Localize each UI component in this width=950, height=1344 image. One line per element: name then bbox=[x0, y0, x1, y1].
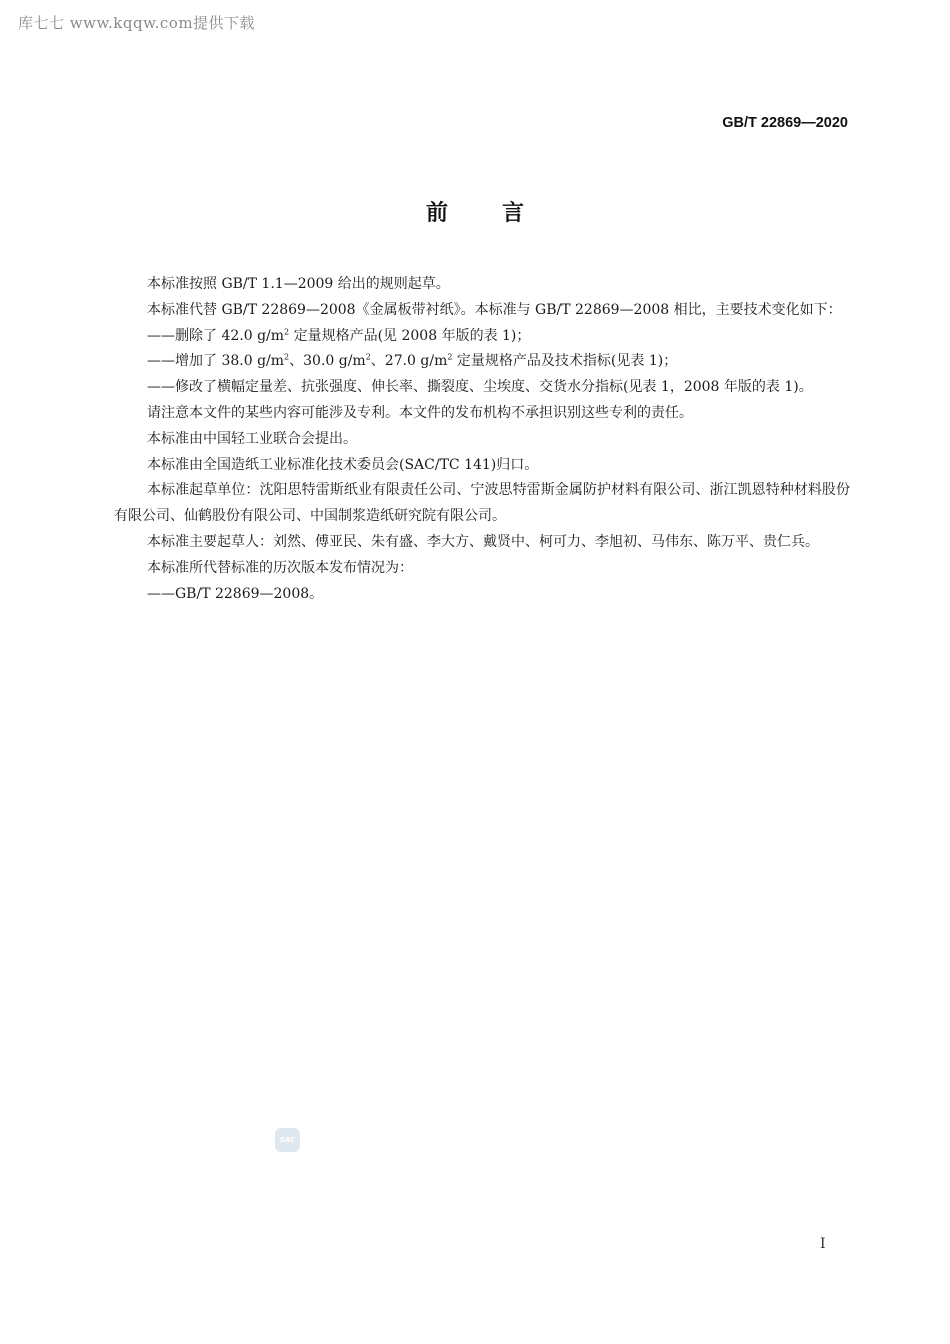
list-item-history: ——GB/T 22869—2008。 bbox=[147, 585, 324, 602]
watermark-text: 库七七 www.kqqw.com提供下载 bbox=[18, 14, 256, 32]
standard-number: GB/T 22869—2020 bbox=[722, 115, 848, 131]
list-item-modified: ——修改了横幅定量差、抗张强度、伸长率、撕裂度、尘埃度、交货水分指标(见表 1，2008 年版的表 1)。 bbox=[147, 379, 813, 396]
list-item-deleted: ——删除了 42.0 $g/m^2$ 定量规格产品(见 2008 年版的表 1)； bbox=[147, 326, 531, 344]
paragraph-history: 本标准所代替标准的历次版本发布情况为： bbox=[147, 559, 413, 576]
sac-logo: SAC bbox=[275, 1128, 300, 1152]
list-item-added: ——增加了 38.0 $g/m^2$、30.0 $g/m^2$、27.0 $g/m^2$ 定量规格产品及技术指标(见表 1)； bbox=[147, 352, 678, 370]
paragraph-drafters: 本标准主要起草人：刘然、傅亚民、朱有盛、李大方、戴贤中、柯可力、李旭初、马伟东、陈万平、贵仁兵。 bbox=[147, 533, 819, 550]
page-title: 前言 bbox=[425, 201, 578, 226]
paragraph-drafting-units: 本标准起草单位：沈阳思特雷斯纸业有限责任公司、宁波思特雷斯金属防护材料有限公司、浙江凯恩特种材料股份有限公司、仙鹤股份有限公司、中国制浆造纸研究院有限公司。 bbox=[114, 482, 850, 525]
paragraph-patent-notice: 请注意本文件的某些内容可能涉及专利。本文件的发布机构不承担识别这些专利的责任。 bbox=[147, 404, 693, 421]
paragraph-replacement: 本标准代替 GB/T 22869—2008《金属板带衬纸》。本标准与 GB/T 22869—2008 相比，主要技术变化如下： bbox=[147, 301, 842, 318]
paragraph-proposed-by: 本标准由中国轻工业联合会提出。 bbox=[147, 430, 357, 447]
paragraph-centralized-by: 本标准由全国造纸工业标准化技术委员会(SAC/TC 141)归口。 bbox=[147, 456, 539, 473]
paragraph-drafting-rules: 本标准按照 GB/T 1.1—2009 给出的规则起草。 bbox=[147, 276, 450, 292]
foreword-body bbox=[114, 272, 850, 607]
page-number: I bbox=[820, 1236, 826, 1252]
